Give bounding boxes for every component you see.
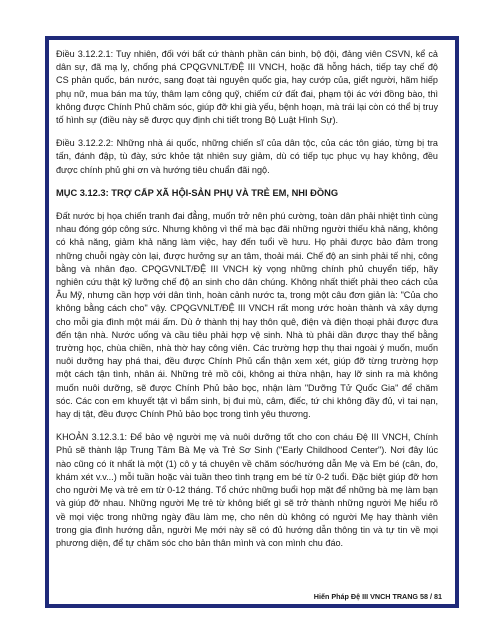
paragraph-dieu-3-12-2-1: Điều 3.12.2.1: Tuy nhiên, đối với bất cứ thành phần cán binh, bộ đội, đảng viên CSVN, kể cả dân sự, đã mạ lỵ, chống phá CPQGVNLT/ĐỆ III VNCH, hoặc đã hỗng hách, tiếp tay chế độ CS phản quốc, bán nước, sang đoạt tài nguyên quốc gia, hay cướp của, giết người, hãm hiếp phụ nữ, mua bán ma túy, thâm lạm công quỹ, chiếm cứ đất đai, phạm tội ác với đồng bào, thì không được Chính Phủ chăm sóc, giúp đỡ khi già yếu, bệnh hoạn, mà trái lại còn có thể bị truy tố hình sự (điều này sẽ được quy định chi tiết trong Bộ Luật Hình Sự). bbox=[56, 49, 438, 126]
border-left bbox=[45, 36, 49, 608]
border-bottom bbox=[45, 604, 459, 608]
page-footer: Hiến Pháp Đệ III VNCH TRANG 58 / 81 bbox=[313, 592, 442, 601]
border-right bbox=[455, 36, 459, 608]
document-body bbox=[56, 48, 438, 560]
paragraph-dieu-3-12-2-2: Điều 3.12.2.2: Những nhà ái quốc, những chiến sĩ của dân tộc, của các tôn giáo, từng bị tra tấn, đánh đập, tù đày, sức khỏe tật nhiên suy giảm, dù có tiếp tục phục vụ hay không, đều được chính phủ ghi ơn và hướng tiêu chuẩn đãi ngộ. bbox=[56, 138, 438, 175]
paragraph-khoan-3-12-3-1: KHOẢN 3.12.3.1: Để bảo vệ người mẹ và nuôi dưỡng tốt cho con cháu Đệ III VNCH, Chính Phủ sẽ thành lập Trung Tâm Bà Mẹ và Trẻ Sơ Sinh ("Early Childhood Center"). Nơi đây lúc nào cũng có ít nhất là một (1) cô y tá chuyên về chăm sóc/hướng dẫn Mẹ và Em bé (cân, đo, khám xét v.v...) mỗi tuần hoặc vài tuần theo tình trạng em bé từ 0-2 tuổi. Đặc biệt giúp đỡ hơn cho người Mẹ và trẻ em từ 0-12 tháng. Tổ chức những buổi họp mặt để những bà mẹ làm bạn và giúp đỡ nhau. Những người Mẹ trẻ từ không biết gì sẽ trở thành những người Mẹ hiểu rõ về mọi việc trong những ngày đầu làm mẹ, cho nên dù không có người Mẹ hay thành viên trong gia đình hướng dẫn, người Mẹ mới này sẽ có đủ hướng dẫn thông tin và tự tin về mọi phương diện, để tự chăm sóc cho bản thân mình và con mình chu đáo. bbox=[56, 432, 438, 548]
paragraph-section-body: Đất nước bị họa chiến tranh đai đẳng, muốn trở nên phú cường, toàn dân phải nhiệt tình cùng nhau đóng góp công sức. Nhưng không vì thế mà bạc đãi những người thiếu khả năng, không có khả năng, giảm khả năng làm việc, hay đến tuổi về hưu. Họ phải được bảo đảm trong những chuỗi ngày còn lại, được hưởng sự an tâm, thoải mái. Chế độ an sinh phải tế nhị, công bằng và nhân đạo. CPQGVNLT/ĐỆ III VNCH kỳ vọng những chính phủ chuyển tiếp, hãy nghiên cứu thật kỹ lưỡng chế độ an sinh cho dân chúng. Không nhất thiết phải theo cách của Âu Mỹ, nhưng cần hợp với dân tình, hoàn cảnh nước ta, trong một câu đơn giản là: "Của cho không bằng cách cho" vậy. CPQGVNLT/ĐỆ III VNCH rất mong ước hoàn thành và xây dựng cho mỗi gia đình một mái ấm. Dù ở thành thị hay thôn quê, điện và điện thoại phải được đưa đến tận nhà. Nước uống và cầu tiêu phải hợp vệ sinh. Nhà tù phải dần được thay thế bằng trường học, chùa chiền, nhà thờ hay công viên. Các trường hợp thụ thai ngoài ý muốn, muốn nuôi dưỡng hay phá thai, đều được Chính Phủ cẩn thận xem xét, giúp đỡ từng trường hợp một cách tận tình, nhân ái. Những trẻ mồ côi, không ai thừa nhận, hay lỡ sinh ra mà không muốn nuôi dưỡng, sẽ được Chính Phủ bảo bọc, nhận làm "Dưỡng Tử Quốc Gia" để chăm sóc. Các con em khuyết tật vì bẩm sinh, bị đui mù, câm, điếc, tứ chi không đầy đủ, vì tai nạn, hay dị tật, đều được Chính Phủ bảo bọc trong tình yêu thương. bbox=[56, 211, 438, 420]
border-top bbox=[45, 36, 459, 40]
section-heading: MỤC 3.12.3: TRỢ CẤP XÃ HỘI-SẢN PHỤ VÀ TRẺ EM, NHI ĐỒNG bbox=[56, 187, 339, 198]
